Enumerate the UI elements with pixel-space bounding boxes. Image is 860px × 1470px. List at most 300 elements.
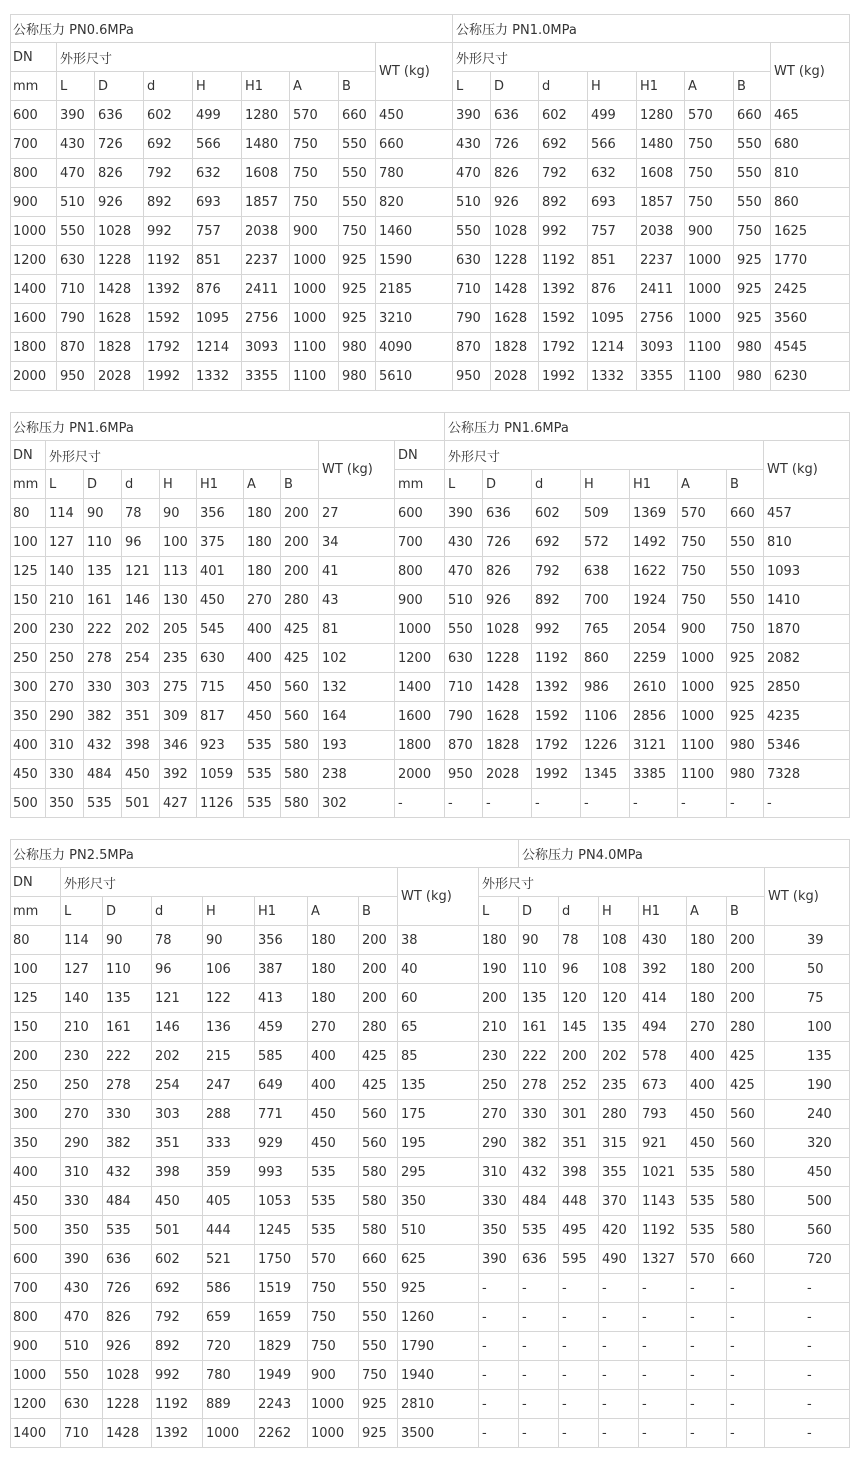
table-cell: 2243 <box>255 1390 308 1419</box>
table-cell: 535 <box>244 731 281 760</box>
table-cell: 578 <box>639 1042 687 1071</box>
table-cell: 1214 <box>193 333 242 362</box>
table-cell: 180 <box>308 984 359 1013</box>
table-cell: 1000 <box>678 644 727 673</box>
table-cell: 1828 <box>491 333 539 362</box>
table-cell: 254 <box>152 1071 203 1100</box>
table-cell: 700 <box>581 586 630 615</box>
table-cell: 715 <box>197 673 244 702</box>
table-cell: 501 <box>152 1216 203 1245</box>
table-cell: 2411 <box>242 275 290 304</box>
table-cell: 1280 <box>637 101 685 130</box>
header-dims-right: 外形尺寸 <box>445 441 764 470</box>
header-dn: DN <box>10 441 46 470</box>
table-cell: 750 <box>678 528 727 557</box>
table-cell: - <box>765 1332 850 1361</box>
table-cell: 390 <box>479 1245 519 1274</box>
table-cell: 900 <box>10 1332 61 1361</box>
table-cell: 359 <box>203 1158 255 1187</box>
table-cell: 2054 <box>630 615 678 644</box>
table-cell: 100 <box>10 955 61 984</box>
table-cell: 175 <box>398 1100 479 1129</box>
table-cell: 3210 <box>376 304 453 333</box>
table-cell: 346 <box>160 731 197 760</box>
table-cell: 270 <box>308 1013 359 1042</box>
table-cell: 350 <box>46 789 84 818</box>
table-cell: - <box>395 789 445 818</box>
table-cell: 215 <box>203 1042 255 1071</box>
table-cell: 330 <box>103 1100 152 1129</box>
table-cell: 40 <box>398 955 479 984</box>
table-cell: 1095 <box>588 304 637 333</box>
table-cell: 560 <box>727 1100 765 1129</box>
table-cell: 180 <box>244 557 281 586</box>
table-cell: 110 <box>103 955 152 984</box>
table-cell: 270 <box>244 586 281 615</box>
header-dims-right: 外形尺寸 <box>453 43 771 72</box>
table-cell: 2259 <box>630 644 678 673</box>
table-cell: 550 <box>339 159 376 188</box>
table-cell: 1100 <box>678 731 727 760</box>
table-cell: 450 <box>308 1100 359 1129</box>
header-unit: mm <box>10 470 46 499</box>
table-cell: 992 <box>152 1361 203 1390</box>
table-cell: 632 <box>588 159 637 188</box>
table-cell: 190 <box>479 955 519 984</box>
table-cell: 792 <box>532 557 581 586</box>
table-cell: 926 <box>491 188 539 217</box>
table-cell: 278 <box>103 1071 152 1100</box>
table-cell: 310 <box>61 1158 103 1187</box>
table-cell: 501 <box>122 789 160 818</box>
table-cell: 2038 <box>637 217 685 246</box>
table-cell: 1126 <box>197 789 244 818</box>
table-cell: 1800 <box>10 333 57 362</box>
table-cell: - <box>727 1274 765 1303</box>
table-cell: 110 <box>519 955 559 984</box>
table-cell: 535 <box>687 1158 727 1187</box>
table-cell: 2028 <box>95 362 144 391</box>
table-cell: 892 <box>539 188 588 217</box>
table-cell: 7328 <box>764 760 850 789</box>
table-cell: - <box>559 1274 599 1303</box>
table-cell: 2237 <box>637 246 685 275</box>
table-cell: 550 <box>727 557 764 586</box>
table-cell: 333 <box>203 1129 255 1158</box>
table-cell: 470 <box>453 159 491 188</box>
table-cell: 200 <box>281 557 319 586</box>
table-cell: 1100 <box>678 760 727 789</box>
table-cell: - <box>765 1390 850 1419</box>
table-cell: 180 <box>244 499 281 528</box>
col-header-L: L <box>61 897 103 926</box>
table-cell: - <box>581 789 630 818</box>
table-cell: 560 <box>281 702 319 731</box>
table-cell: 1000 <box>290 275 339 304</box>
table-cell: 860 <box>581 644 630 673</box>
table-cell: 200 <box>359 955 398 984</box>
table-cell: 1280 <box>242 101 290 130</box>
table-cell: 96 <box>152 955 203 984</box>
table-cell: 1625 <box>771 217 850 246</box>
table-cell: - <box>687 1332 727 1361</box>
table-cell: 444 <box>203 1216 255 1245</box>
table-cell: 125 <box>10 557 46 586</box>
table-cell: 85 <box>398 1042 479 1071</box>
table-cell: 387 <box>255 955 308 984</box>
table-cell: 96 <box>122 528 160 557</box>
table-cell: 450 <box>376 101 453 130</box>
table-cell: 1592 <box>539 304 588 333</box>
table-cell: - <box>727 789 764 818</box>
table-cell: 205 <box>160 615 197 644</box>
table-cell: 250 <box>46 644 84 673</box>
table-cell: 632 <box>193 159 242 188</box>
col-header-B-right: B <box>734 72 771 101</box>
table-cell: 1028 <box>483 615 532 644</box>
table-cell: 876 <box>193 275 242 304</box>
table-title-left: 公称压力 PN1.6MPa <box>10 412 445 441</box>
table-cell: 180 <box>687 984 727 1013</box>
table-cell: 200 <box>727 926 765 955</box>
table-cell: 350 <box>398 1187 479 1216</box>
table-cell: 230 <box>46 615 84 644</box>
table-cell: 5346 <box>764 731 850 760</box>
table-cell: 2262 <box>255 1419 308 1448</box>
table-cell: 484 <box>519 1187 559 1216</box>
table-cell: 550 <box>734 159 771 188</box>
table-cell: 290 <box>61 1129 103 1158</box>
table-cell: 1228 <box>95 246 144 275</box>
table-cell: 114 <box>61 926 103 955</box>
table-cell: 3355 <box>637 362 685 391</box>
table-cell: 1100 <box>685 362 734 391</box>
table-cell: 122 <box>203 984 255 1013</box>
table-cell: 750 <box>678 586 727 615</box>
table-cell: 710 <box>453 275 491 304</box>
table-cell: 510 <box>57 188 95 217</box>
table-cell: 190 <box>765 1071 850 1100</box>
table-cell: - <box>445 789 483 818</box>
table-cell: 560 <box>765 1216 850 1245</box>
table-cell: 1628 <box>95 304 144 333</box>
table-cell: - <box>727 1361 765 1390</box>
col-header-H1-right: H1 <box>639 897 687 926</box>
header-wt-right: WT (kg) <box>764 441 850 499</box>
table-cell: 630 <box>61 1390 103 1419</box>
table-title-left: 公称压力 PN0.6MPa <box>10 14 453 43</box>
table-cell: 200 <box>281 499 319 528</box>
table-cell: 570 <box>308 1245 359 1274</box>
table-cell: 636 <box>491 101 539 130</box>
table-cell: 750 <box>290 188 339 217</box>
table-cell: 200 <box>10 615 46 644</box>
table-cell: 1228 <box>483 644 532 673</box>
table-cell: 580 <box>359 1216 398 1245</box>
table-cell: 921 <box>639 1129 687 1158</box>
col-header-B-right: B <box>727 470 764 499</box>
table-cell: 270 <box>479 1100 519 1129</box>
table-cell: 1770 <box>771 246 850 275</box>
table-cell: 692 <box>144 130 193 159</box>
table-cell: - <box>519 1361 559 1390</box>
header-unit: mm <box>10 72 57 101</box>
table-cell: 550 <box>727 586 764 615</box>
table-cell: 330 <box>519 1100 559 1129</box>
table-cell: 1000 <box>395 615 445 644</box>
table-cell: 398 <box>152 1158 203 1187</box>
table-cell: 398 <box>559 1158 599 1187</box>
table-cell: 535 <box>308 1187 359 1216</box>
table-cell: 193 <box>319 731 395 760</box>
table-cell: 1608 <box>242 159 290 188</box>
table-cell: 413 <box>255 984 308 1013</box>
table-cell: 254 <box>122 644 160 673</box>
table-cell: - <box>630 789 678 818</box>
table-cell: 494 <box>639 1013 687 1042</box>
table-cell: 400 <box>687 1071 727 1100</box>
table-cell: 470 <box>57 159 95 188</box>
table-cell: 876 <box>588 275 637 304</box>
table-cell: 200 <box>359 926 398 955</box>
table-cell: - <box>639 1332 687 1361</box>
table-cell: 550 <box>727 528 764 557</box>
table-cell: 700 <box>395 528 445 557</box>
table-cell: 250 <box>479 1071 519 1100</box>
table-cell: 108 <box>599 926 639 955</box>
table-cell: 130 <box>160 586 197 615</box>
table-cell: 710 <box>445 673 483 702</box>
table-cell: 925 <box>734 304 771 333</box>
col-header-D-right: D <box>491 72 539 101</box>
table-cell: - <box>687 1390 727 1419</box>
table-cell: 750 <box>734 217 771 246</box>
table-cell: 1392 <box>539 275 588 304</box>
table-cell: 602 <box>152 1245 203 1274</box>
table-cell: 425 <box>727 1071 765 1100</box>
table-cell: 27 <box>319 499 395 528</box>
table-cell: 1332 <box>193 362 242 391</box>
table-cell: 164 <box>319 702 395 731</box>
table-cell: 600 <box>10 101 57 130</box>
table-cell: 78 <box>122 499 160 528</box>
table-cell: 580 <box>727 1187 765 1216</box>
col-header-H1: H1 <box>242 72 290 101</box>
table-cell: 1519 <box>255 1274 308 1303</box>
table-cell: 792 <box>539 159 588 188</box>
table-cell: - <box>599 1303 639 1332</box>
table-cell: 300 <box>10 673 46 702</box>
table-cell: 180 <box>479 926 519 955</box>
table-cell: 660 <box>734 101 771 130</box>
col-header-H: H <box>160 470 197 499</box>
table-cell: - <box>639 1390 687 1419</box>
table-cell: 600 <box>10 1245 61 1274</box>
table-cell: 550 <box>453 217 491 246</box>
table-cell: 425 <box>359 1042 398 1071</box>
table-cell: 790 <box>453 304 491 333</box>
table-cell: 106 <box>203 955 255 984</box>
header-dims: 外形尺寸 <box>57 43 376 72</box>
table-cell: 636 <box>95 101 144 130</box>
table-cell: 1857 <box>637 188 685 217</box>
table-cell: 450 <box>687 1129 727 1158</box>
table-cell: 771 <box>255 1100 308 1129</box>
table-cell: 1059 <box>197 760 244 789</box>
table-cell: 1226 <box>581 731 630 760</box>
table-cell: 817 <box>197 702 244 731</box>
table-cell: 470 <box>61 1303 103 1332</box>
col-header-H1-right: H1 <box>630 470 678 499</box>
table-cell: 1053 <box>255 1187 308 1216</box>
table-cell: 757 <box>588 217 637 246</box>
table-cell: 659 <box>203 1303 255 1332</box>
table-cell: 692 <box>152 1274 203 1303</box>
table-cell: 550 <box>359 1303 398 1332</box>
col-header-D-right: D <box>483 470 532 499</box>
table-cell: 301 <box>559 1100 599 1129</box>
table-cell: 1332 <box>588 362 637 391</box>
table-cell: 425 <box>359 1071 398 1100</box>
table-title-right: 公称压力 PN4.0MPa <box>519 839 850 868</box>
table-cell: 113 <box>160 557 197 586</box>
table-cell: 660 <box>727 499 764 528</box>
table-cell: - <box>727 1332 765 1361</box>
table-cell: 2425 <box>771 275 850 304</box>
table-cell: 495 <box>559 1216 599 1245</box>
table-cell: 602 <box>539 101 588 130</box>
table-cell: 238 <box>319 760 395 789</box>
table-cell: 992 <box>532 615 581 644</box>
col-header-L-right: L <box>445 470 483 499</box>
table-title-right: 公称压力 PN1.0MPa <box>453 14 850 43</box>
table-cell: 750 <box>727 615 764 644</box>
table-cell: 521 <box>203 1245 255 1274</box>
table-cell: 710 <box>57 275 95 304</box>
table-cell: 545 <box>197 615 244 644</box>
table-cell: - <box>765 1361 850 1390</box>
table-cell: 1870 <box>764 615 850 644</box>
table-cell: 140 <box>61 984 103 1013</box>
table-cell: 382 <box>519 1129 559 1158</box>
table-cell: 986 <box>581 673 630 702</box>
table-cell: 405 <box>203 1187 255 1216</box>
table-cell: - <box>559 1419 599 1448</box>
table-cell: 1228 <box>103 1390 152 1419</box>
table-cell: 222 <box>519 1042 559 1071</box>
col-header-A-right: A <box>685 72 734 101</box>
table-cell: 720 <box>203 1332 255 1361</box>
table-cell: 135 <box>599 1013 639 1042</box>
table-cell: 96 <box>559 955 599 984</box>
table-cell: 750 <box>308 1332 359 1361</box>
table-cell: 288 <box>203 1100 255 1129</box>
table-cell: 826 <box>95 159 144 188</box>
table-cell: 580 <box>281 760 319 789</box>
table-cell: 889 <box>203 1390 255 1419</box>
table-cell: 750 <box>678 557 727 586</box>
table-cell: 1428 <box>491 275 539 304</box>
table-cell: 490 <box>599 1245 639 1274</box>
table-cell: 4090 <box>376 333 453 362</box>
table-cell: 790 <box>57 304 95 333</box>
table-cell: 925 <box>339 246 376 275</box>
table-cell: 1200 <box>395 644 445 673</box>
table-cell: - <box>479 1303 519 1332</box>
table-cell: - <box>687 1419 727 1448</box>
table-cell: 700 <box>10 1274 61 1303</box>
table-cell: 425 <box>281 644 319 673</box>
table-cell: 202 <box>122 615 160 644</box>
table-cell: 2411 <box>637 275 685 304</box>
table-cell: 1924 <box>630 586 678 615</box>
table-cell: 1460 <box>376 217 453 246</box>
table-cell: 1828 <box>483 731 532 760</box>
table-cell: - <box>765 1274 850 1303</box>
table-cell: 34 <box>319 528 395 557</box>
table-cell: 1792 <box>144 333 193 362</box>
table-cell: 150 <box>10 586 46 615</box>
table-cell: 135 <box>765 1042 850 1071</box>
table-cell: 78 <box>559 926 599 955</box>
col-header-H: H <box>203 897 255 926</box>
table-cell: 50 <box>765 955 850 984</box>
table-cell: 2185 <box>376 275 453 304</box>
table-cell: 726 <box>103 1274 152 1303</box>
table-cell: - <box>519 1332 559 1361</box>
table-cell: 693 <box>193 188 242 217</box>
table-cell: 210 <box>479 1013 519 1042</box>
table-cell: 390 <box>445 499 483 528</box>
table-cell: 432 <box>84 731 122 760</box>
table-cell: 1327 <box>639 1245 687 1274</box>
table-cell: 390 <box>61 1245 103 1274</box>
table-cell: 450 <box>122 760 160 789</box>
table-cell: 140 <box>46 557 84 586</box>
table-cell: - <box>479 1274 519 1303</box>
table-cell: 448 <box>559 1187 599 1216</box>
table-cell: - <box>639 1274 687 1303</box>
table-cell: 310 <box>479 1158 519 1187</box>
table-cell: 1659 <box>255 1303 308 1332</box>
table-cell: 121 <box>152 984 203 1013</box>
table-cell: 1260 <box>398 1303 479 1332</box>
table-cell: 400 <box>244 644 281 673</box>
table-cell: 125 <box>10 984 61 1013</box>
table-cell: 390 <box>453 101 491 130</box>
table-cell: - <box>479 1332 519 1361</box>
table-cell: 450 <box>244 702 281 731</box>
table-cell: 510 <box>445 586 483 615</box>
table-cell: 800 <box>10 159 57 188</box>
table-cell: 1028 <box>491 217 539 246</box>
table-cell: 570 <box>685 101 734 130</box>
table-cell: 430 <box>57 130 95 159</box>
table-cell: 535 <box>84 789 122 818</box>
table-cell: 65 <box>398 1013 479 1042</box>
table-cell: 161 <box>103 1013 152 1042</box>
col-header-A-right: A <box>687 897 727 926</box>
table-cell: 870 <box>445 731 483 760</box>
table-cell: 851 <box>588 246 637 275</box>
table-cell: 810 <box>771 159 850 188</box>
table-cell: 1093 <box>764 557 850 586</box>
col-header-d-right: d <box>532 470 581 499</box>
table-cell: - <box>519 1419 559 1448</box>
table-cell: 580 <box>727 1158 765 1187</box>
table-cell: 200 <box>559 1042 599 1071</box>
table-cell: 280 <box>599 1100 639 1129</box>
